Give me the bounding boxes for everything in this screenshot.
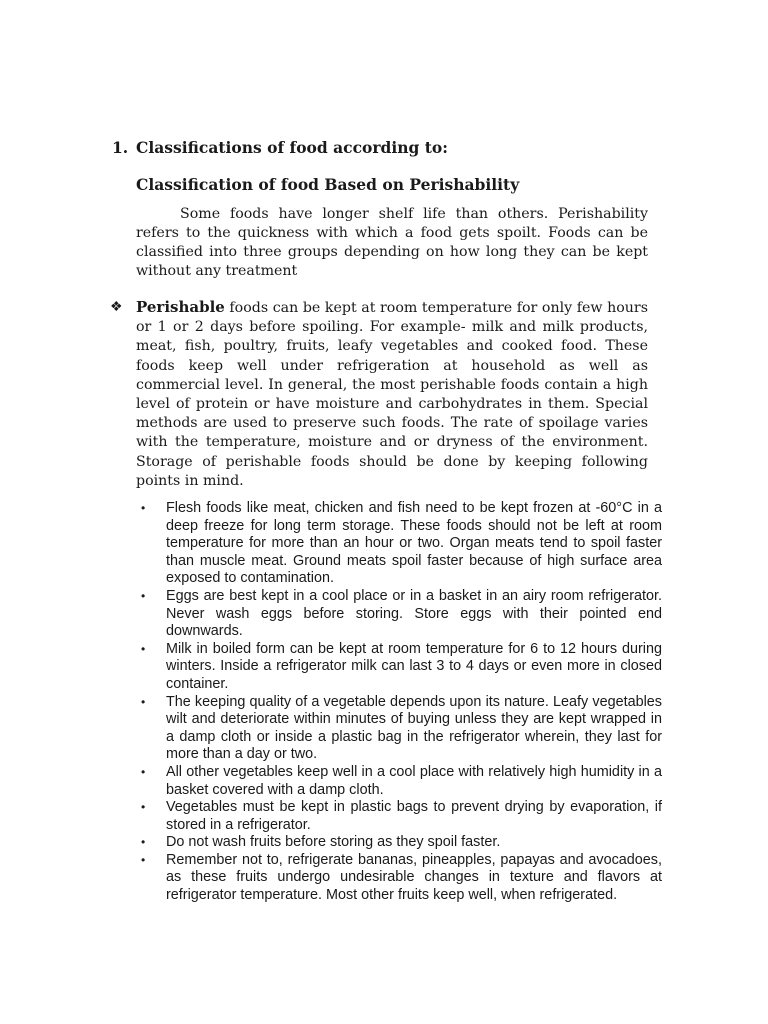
list-item	[140, 641, 662, 694]
subheading: Classification of food Based on Perishability	[136, 175, 520, 194]
list-item	[140, 588, 662, 641]
list-item-text: Vegetables must be kept in plastic bags to prevent drying by evaporation, if stored in a refrigerator.	[166, 799, 662, 833]
perishable-paragraph	[136, 298, 648, 491]
perishable-term: Perishable	[136, 298, 225, 316]
list-item	[140, 852, 662, 905]
section-title: Classifications of food according to:	[136, 138, 448, 157]
list-item-text: Eggs are best kept in a cool place or in a basket in an airy room refrigerator. Never wash eggs before storing. Store eggs with their pointed end downwards.	[166, 587, 662, 640]
list-item-text: All other vegetables keep well in a cool place with relatively high humidity in a basket covered with a damp cloth.	[166, 763, 662, 798]
bullet-icon	[141, 852, 153, 870]
perishable-text: foods can be kept at room temperature for only few hours or 1 or 2 days before spoiling. For example- milk and milk products, meat, fish, poultry, fruits, leafy vegetables and cooked food. These foods keep well under refrigeration at household as well as commercial level. In general, the most perishable foods contain a high level of protein or have moisture and carbohydrates in them. Special methods are used to preserve such foods. The rate of spoilage varies with the temperature, moisture and or dryness of the environment. Storage of perishable foods should be done by keeping following points in mind.	[136, 300, 648, 489]
bullet-icon	[141, 641, 153, 659]
intro-paragraph: Some foods have longer shelf life than others. Perishability refers to the quickness with which a food gets spoilt. Foods can be classified into three groups depending on how long they can be kept without any treatment	[136, 206, 648, 279]
bullet-icon	[141, 834, 153, 852]
storage-tips-list	[140, 500, 662, 905]
list-item	[140, 834, 662, 852]
bullet-icon	[141, 764, 153, 782]
diamond-bullet-icon: ❖	[110, 299, 123, 315]
bullet-icon	[141, 588, 153, 606]
list-item-text: Remember not to, refrigerate bananas, pineapples, papayas and avocadoes, as these fruits undergo undesirable changes in texture and flavors at refrigerator temperature. Most other fruits keep well, when refrigerated.	[166, 851, 662, 904]
bullet-icon	[141, 799, 153, 817]
bullet-icon	[141, 694, 153, 712]
list-item	[140, 694, 662, 764]
bullet-icon	[141, 500, 153, 518]
perishable-section	[110, 298, 648, 491]
section-heading	[112, 138, 448, 158]
list-item-text: Milk in boiled form can be kept at room temperature for 6 to 12 hours during winters. Inside a refrigerator milk can last 3 to 4 days or even more in closed container.	[166, 640, 662, 692]
section-number: 1.	[112, 138, 129, 157]
list-item	[140, 799, 662, 834]
list-item-text: Do not wash fruits before storing as they spoil faster.	[166, 834, 501, 851]
list-item-text: The keeping quality of a vegetable depends upon its nature. Leafy vegetables wilt and deteriorate within minutes of buying unless they are kept wrapped in a damp cloth or inside a plastic bag in the refrigerator wherein, they last for more than a day or two.	[166, 693, 662, 763]
list-item	[140, 764, 662, 799]
list-item	[140, 500, 662, 588]
list-item-text: Flesh foods like meat, chicken and fish need to be kept frozen at -60°C in a deep freeze for long term storage. These foods should not be left at room temperature for more than an hour or two. Organ meats tend to spoil faster than muscle meat. Ground meats spoil faster because of high surface area exposed to contamination.	[166, 500, 662, 587]
